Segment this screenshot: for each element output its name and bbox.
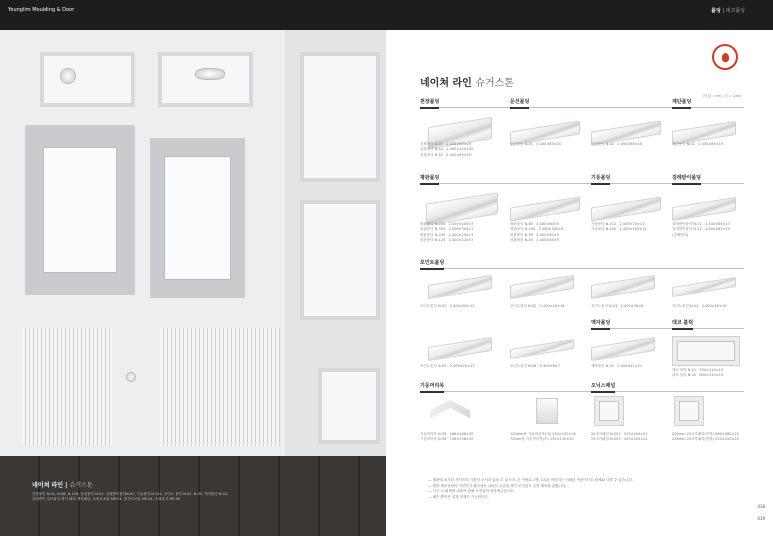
footnote: — 원하 제조현장의 이런인가 회사에서 나타인 요공을 배기 모인있으 주면 제작을 관합니다. <box>428 483 567 488</box>
side-wall-panel-middle <box>300 200 380 320</box>
spec-column-capital: 100mm용 기둥머리목(대) 150×150×30 70mm용 기둥머리목(소) 132×132×30 <box>510 432 576 442</box>
frame-molding-image <box>591 337 655 361</box>
section-rule <box>420 268 744 269</box>
caption-title: 네이쳐 라인 | 슈거스톤 <box>32 482 93 489</box>
scroll-ornament-icon <box>195 68 225 80</box>
caption-line: 걸레받이 일보몰딩 장식 패널 액자패널, 유럽표조판 MP-01, 장식로즈판 MP-04, 소형장식 MP-05 <box>32 497 181 502</box>
brand-seal-icon <box>712 44 738 70</box>
caption-title-main: 네이쳐 라인 <box>32 482 64 489</box>
category-column: 기둥몰딩 <box>591 174 610 185</box>
column-corner-image <box>430 400 470 426</box>
spec-baseboard: 걸레받이몰딩 N-01 2,400×85×17 걸레받이몰딩 N-12 2,400×85×15 (걸레받이) <box>672 222 730 237</box>
top-bar <box>0 0 773 30</box>
breadcrumb-sub: 데코몰딩 <box>725 8 745 14</box>
spec-point-4: 포인트몰딩 N-04 2,400×20×19 <box>672 304 727 308</box>
section-rule <box>591 328 744 329</box>
upper-wall-panel-left <box>40 52 135 107</box>
fluted-wainscot-left <box>22 328 112 446</box>
frame-inset <box>43 147 117 273</box>
category-door: 문선몰딩 <box>510 98 529 109</box>
fluted-wainscot-right <box>160 328 280 446</box>
onix-panel-image <box>594 396 624 426</box>
picture-frame-right <box>150 138 245 298</box>
spec-column-corner: 기둥머리목 N-35 186×186×32 기둥머리목 N-36 138×138×32 <box>420 432 474 442</box>
spec-frame: 액자몰딩 N-01 2,400×41×21 <box>591 364 643 368</box>
small-rosette-icon <box>126 372 136 382</box>
footnote: — 시공 시 회제에 대에서 관필 소현되어 엄하예주십시오. <box>428 489 515 494</box>
interior-photo-page <box>0 0 386 536</box>
spec-flat-2: 평판몰딩 N-60 2,400×60×9 평판몰딩 N-100 2,400×100×9 평판몰딩 N-90 2,400×90×9 평판몰딩 N-45 2,400×45×9 <box>510 222 564 243</box>
spec-point-1: 포인트몰딩 N-01 2,400×55×12 <box>420 304 475 308</box>
footnotes <box>428 478 633 500</box>
point-molding-image <box>428 337 492 361</box>
brand-name: Younglim Moulding & Door <box>8 7 75 13</box>
page-number: 418 <box>757 504 765 509</box>
spec-point-5: 포인트몰딩 N-05 2,400×25×13 <box>420 364 475 368</box>
title-sub: 슈거스톤 <box>475 78 514 89</box>
spec-deco: 데코 블럭 N-01 250×110×15 데코 블럭 N-02 600×110×15 <box>672 368 724 378</box>
rosette-ornament-icon <box>60 68 76 84</box>
catalog-page <box>386 30 773 536</box>
category-deco-block: 데코 블럭 <box>672 319 693 330</box>
unit-note: (단위 : mm / 본 = 1ea) <box>702 94 741 98</box>
category-flat: 평판몰딩 <box>420 174 439 185</box>
side-wall-panel-lower <box>318 368 380 444</box>
spec-flat-1: 평판몰딩 N-200 2,400×200×7 평판몰딩 N-300 2,400×300×7 평판몰딩 N-250 2,400×250×7 평판몰딩 N-120 2,400×120×7 <box>420 222 474 243</box>
section-rule <box>420 107 744 108</box>
deco-block-image <box>672 336 740 366</box>
baseboard-molding-image <box>672 197 736 221</box>
breadcrumb-separator: | <box>722 8 725 14</box>
category-frame: 액자몰딩 <box>591 319 610 330</box>
spec-door-2: 문선몰딩 N-02 2,400×85×15 <box>591 142 643 146</box>
spec-point-2: 포인트몰딩 N-02 2,400×20×16 <box>510 304 565 308</box>
page-title <box>420 74 514 89</box>
breadcrumb <box>711 7 745 14</box>
picture-frame-left <box>25 125 135 295</box>
footnote: — 제품에 표기된 사이즈의 가장자 모서리 있을 수 있으며, 본 카탈로그에 수록된 이미지는 인쇄된 색상이므로 원제와 다를 수 있습니다. <box>428 478 633 482</box>
flat-molding-image <box>426 192 498 225</box>
title-main: 네이쳐 라인 <box>420 78 472 89</box>
point-molding-image <box>510 275 574 299</box>
side-wall-panel-upper <box>300 52 380 182</box>
point-molding-image <box>510 339 574 359</box>
page-number: 419 <box>757 516 765 521</box>
category-point: 포인트몰딩 <box>420 259 444 270</box>
spec-door-1: 문선몰딩 N-01 2,400×85×15 <box>510 142 562 146</box>
category-stair: 계단몰딩 <box>672 98 691 109</box>
spec-column: 기둥몰딩 N-112 2,400×70×11 기둥몰딩 N-105 2,400×105×12 <box>591 222 647 232</box>
caption-line: 천장몰딩 N-01, N-06, N-106, 문선몰딩 N-01, 걸레받이몰딩N-01, 기둥몰딩 N-112, 포인트 몰딩 N-02, N-03, 액자몰딩 N-01, <box>32 492 229 496</box>
flat-molding-image <box>510 196 580 221</box>
caption-title-sub: 슈거스톤 <box>69 482 93 489</box>
frame-inset <box>164 156 231 280</box>
spec-ceiling: 천장몰딩 N-01 2,400×85×19 천장몰딩 N-44 2,400×110×32 천장몰딩 N-52 2,400×85×19 <box>420 142 474 157</box>
category-column-corner: 기둥머리목 <box>420 382 444 393</box>
section-rule <box>420 391 744 392</box>
spec-point-6: 포인트몰딩 N-06 2,400×8×7 <box>510 364 561 368</box>
footnote: — 궤은 뿐작은 설계 현제가 가능합니다. <box>428 494 489 499</box>
column-molding-image <box>591 196 661 221</box>
onix-panel-image <box>674 396 704 426</box>
point-molding-image <box>428 275 492 299</box>
point-molding-image <box>591 275 655 299</box>
point-molding-image <box>672 277 736 297</box>
spec-stair: 계단몰딩 N-01 2,400×85×15 <box>672 142 724 146</box>
category-onix: 오닉스패널 <box>591 382 615 393</box>
spec-onix-2: 200mm 25.5각패널(이방) 280×280×25 228mm 25.5각패널(이방) 220×220×25 <box>672 432 739 442</box>
breadcrumb-main: 몰딩 <box>711 8 721 14</box>
category-ceiling: 천장몰딩 <box>420 98 439 109</box>
spec-onix-1: 20.5각패널 N-203 203×203×21 25.5각패널 N-203 203×203×21 <box>591 432 648 442</box>
spec-point-3: 포인트몰딩 N-03 2,400×76×8 <box>591 304 644 308</box>
photo-caption <box>32 480 352 503</box>
category-baseboard: 걸레받이몰딩 <box>672 174 701 185</box>
column-capital-image <box>536 398 558 424</box>
